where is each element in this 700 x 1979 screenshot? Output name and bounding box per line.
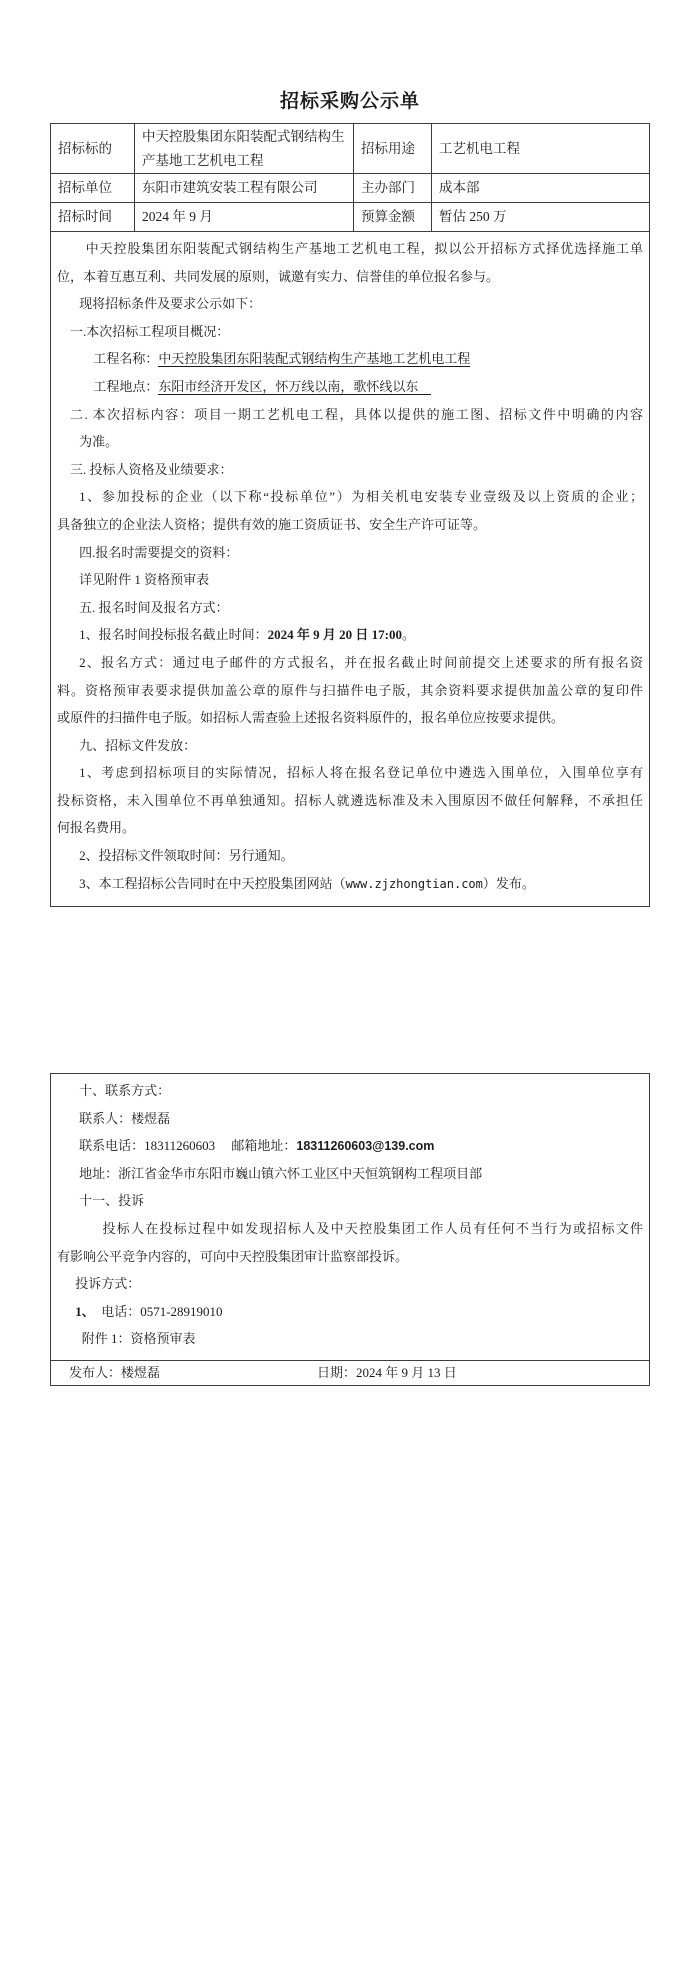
doc-line <box>57 704 643 732</box>
doc-text: 投诉方式： <box>75 1276 141 1292</box>
doc-line <box>57 787 643 815</box>
table-row <box>51 1361 650 1386</box>
doc-line <box>57 318 643 346</box>
doc-text: 具备独立的企业法人资格；提供有效的施工资质证书、安全生产许可证等。 <box>57 516 487 532</box>
doc-line <box>57 483 643 511</box>
underlined-text: 中天控股集团东阳装配式钢结构生产基地工艺机电工程 <box>158 351 471 367</box>
doc-line <box>57 539 643 567</box>
doc-line <box>57 1187 643 1215</box>
page-title: 招标采购公示单 <box>279 91 420 112</box>
doc-line <box>57 1077 643 1105</box>
publisher-name: 发布人：楼煜磊 <box>69 1365 161 1380</box>
doc-line <box>57 290 643 318</box>
doc-line <box>57 649 643 677</box>
doc-line <box>57 1243 643 1271</box>
doc-text: 或原件的扫描件电子版。如招标人需查验上述报名资料原件的，报名单位应按要求提供。 <box>57 710 565 726</box>
doc-text: 18311260603@139.com <box>296 1139 435 1154</box>
doc-line <box>57 1132 643 1160</box>
doc-text: 二. 本次招标内容：项目一期工艺机电工程，具体以提供的施工图、招标文件中明确的内容 <box>70 406 643 422</box>
doc-text: 为准。 <box>79 434 119 450</box>
doc-text: 工程地点： <box>93 378 159 394</box>
table-row <box>51 174 650 203</box>
doc-text: 1、参加投标的企业（以下称“投标单位”）为相关机电安装专业壹级及以上资质的企业； <box>79 489 643 505</box>
publish-line <box>57 1361 643 1385</box>
doc-line <box>57 345 643 373</box>
doc-line <box>57 456 643 484</box>
doc-line <box>57 1325 643 1353</box>
doc-line <box>57 511 643 539</box>
label-budget: 预算金额 <box>354 203 432 232</box>
website-url: www.zjzhongtian.com <box>345 876 483 891</box>
table-row <box>51 124 650 174</box>
doc-line <box>57 842 643 870</box>
underlined-text: 东阳市经济开发区，怀万线以南，歌怀线以东 <box>158 378 432 394</box>
doc-text: 中天控股集团东阳装配式钢结构生产基地工艺机电工程，拟以公开招标方式择优选择施工单 <box>85 241 643 256</box>
doc-text: 1、 <box>75 1303 89 1319</box>
doc-line <box>57 428 643 456</box>
doc-line <box>57 373 643 401</box>
table-row <box>51 232 650 907</box>
doc-text: 五. 报名时间及报名方式： <box>79 599 229 615</box>
doc-line <box>57 1160 643 1188</box>
doc-text: 联系人：楼煜磊 <box>79 1110 171 1126</box>
label-host-dept: 主办部门 <box>354 174 432 203</box>
doc-text: 2、投招标文件领取时间：另行通知。 <box>79 848 294 864</box>
doc-text: 位，本着互惠互利、共同发展的原则，诚邀有实力、信誉佳的单位报名参与。 <box>57 268 500 284</box>
doc-text: 现将招标条件及要求公示如下： <box>79 296 262 312</box>
contact-section <box>51 1074 650 1361</box>
doc-line <box>57 401 643 429</box>
doc-text: 电话：0571-28919010 <box>88 1303 223 1319</box>
doc-text: 1、考虑到招标项目的实际情况，招标人将在报名登记单位中遴选入围单位，入围单位享有 <box>79 765 643 781</box>
doc-line <box>57 1270 643 1298</box>
doc-text: 十、联系方式： <box>79 1083 171 1098</box>
publish-date: 日期：2024 年 9 月 13 日 <box>317 1365 457 1380</box>
doc-text: 四.报名时需要提交的资料： <box>79 544 239 560</box>
doc-text: 地址：浙江省金华市东阳市巍山镇六怀工业区中天恒筑钢构工程项目部 <box>79 1165 483 1181</box>
table-row <box>51 1074 650 1361</box>
doc-text: 三. 投标人资格及业绩要求： <box>70 461 233 477</box>
doc-text: ）发布。 <box>482 875 535 891</box>
doc-line <box>57 594 643 622</box>
doc-text: 投标资格，未入围单位不再单独通知。招标人就遴选标准及未入围原因不做任何解释，不承担任 <box>57 792 643 808</box>
value-host-dept: 成本部 <box>432 174 650 203</box>
doc-line <box>57 732 643 760</box>
doc-text: 2、报名方式：通过电子邮件的方式报名，并在报名截止时间前提交上述要求的所有报名资 <box>79 654 643 670</box>
doc-line <box>57 263 643 291</box>
doc-text: 。 <box>401 627 415 643</box>
doc-text: 联系电话：18311260603 邮箱地址： <box>79 1138 297 1154</box>
value-bid-purpose: 工艺机电工程 <box>432 124 650 174</box>
contact-table <box>50 1073 650 1386</box>
doc-line <box>57 1298 643 1326</box>
label-bid-unit: 招标单位 <box>51 174 135 203</box>
doc-text: 附件 1：资格预审表 <box>81 1331 196 1347</box>
doc-text: 投标人在投标过程中如发现招标人及中天控股集团工作人员有任何不当行为或招标文件 <box>102 1220 643 1236</box>
doc-line <box>57 759 643 787</box>
notice-body-section <box>51 232 650 907</box>
label-bid-purpose: 招标用途 <box>354 124 432 174</box>
label-bid-time: 招标时间 <box>51 203 135 232</box>
doc-line <box>57 870 643 898</box>
doc-line <box>57 677 643 705</box>
doc-text: 工程名称： <box>93 351 159 367</box>
doc-line <box>57 566 643 594</box>
doc-line <box>57 1105 643 1133</box>
table-row <box>51 203 650 232</box>
label-bid-subject: 招标标的 <box>51 124 135 174</box>
doc-line <box>57 814 643 842</box>
doc-text: 1、报名时间投标报名截止时间： <box>79 627 268 643</box>
value-budget: 暂估 250 万 <box>432 203 650 232</box>
doc-line <box>57 235 643 263</box>
doc-text: 何报名费用。 <box>57 820 136 836</box>
value-bid-time: 2024 年 9 月 <box>135 203 354 232</box>
publish-row <box>51 1361 650 1386</box>
doc-text: 详见附件 1 资格预审表 <box>79 572 210 588</box>
value-bid-unit: 东阳市建筑安装工程有限公司 <box>135 174 354 203</box>
doc-text: 料。资格预审表要求提供加盖公章的原件与扫描件电子版，其余资料要求提供加盖公章的复印件 <box>57 682 643 698</box>
doc-text: 一.本次招标工程项目概况： <box>70 323 230 339</box>
value-bid-subject: 中天控股集团东阳装配式钢结构生产基地工艺机电工程 <box>135 124 354 174</box>
doc-text: 2024 年 9 月 20 日 17:00 <box>267 627 402 643</box>
doc-text: 3、本工程招标公告同时在中天控股集团网站（ <box>79 875 346 891</box>
doc-line <box>57 1215 643 1243</box>
notice-info-table <box>50 123 650 907</box>
doc-text: 十一、投诉 <box>79 1193 145 1209</box>
doc-text: 九、招标文件发放： <box>79 737 197 753</box>
doc-line <box>57 621 643 649</box>
doc-text: 有影响公平竞争内容的，可向中天控股集团审计监察部投诉。 <box>57 1248 409 1264</box>
